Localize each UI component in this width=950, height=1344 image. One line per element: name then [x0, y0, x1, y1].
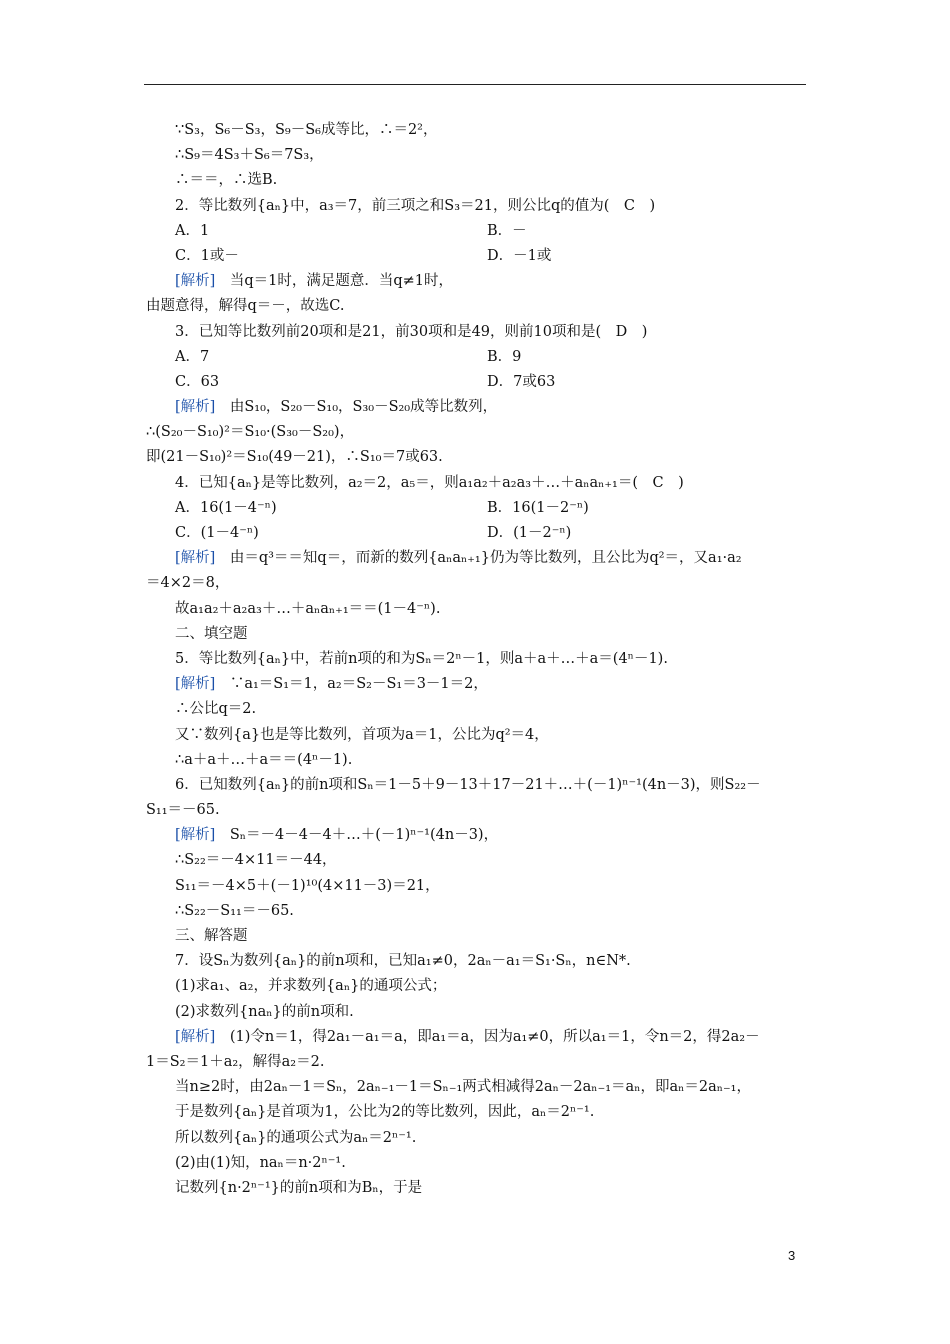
analysis-tag: [解析]	[175, 399, 216, 416]
question-7-part-1: (1)求a₁、a₂，并求数列{aₙ}的通项公式；	[175, 978, 447, 995]
solution-line: 当n≥2时，由2aₙ－1＝Sₙ，2aₙ₋₁－1＝Sₙ₋₁两式相减得2aₙ－2aₙ₋₁＝aₙ，即aₙ＝2aₙ₋₁，	[175, 1079, 751, 1096]
solution-line: (2)由(1)知，naₙ＝n·2ⁿ⁻¹.	[175, 1154, 346, 1171]
question-4: 4．已知{aₙ}是等比数列，a₂＝2，a₅＝，则a₁a₂＋a₂a₃＋…＋aₙaₙ₊₁＝( C )	[175, 474, 684, 491]
solution-line: ∴(S₂₀－S₁₀)²＝S₁₀·(S₃₀－S₂₀)，	[146, 424, 355, 441]
header-rule	[144, 84, 806, 85]
text-line: ∴＝＝，∴选B.	[175, 172, 278, 189]
text-line: ∴S₉＝4S₃＋S₆＝7S₃，	[175, 147, 324, 164]
question-5: 5．等比数列{aₙ}中，若前n项的和为Sₙ＝2ⁿ－1，则a＋a＋…＋a＝(4ⁿ－1).	[175, 650, 668, 667]
options-row	[146, 219, 810, 244]
options-row	[146, 244, 810, 269]
analysis-tag: [解析]	[175, 1028, 216, 1045]
analysis-tag: [解析]	[175, 550, 216, 567]
option-d: D．7或63	[487, 373, 556, 390]
solution-line: 即(21－S₁₀)²＝S₁₀(49－21)，∴S₁₀＝7或63.	[146, 449, 443, 466]
question-2: 2．等比数列{aₙ}中，a₃＝7，前三项之和S₃＝21，则公比q的值为( C )	[175, 197, 656, 214]
solution-line	[146, 269, 810, 294]
options-row	[146, 345, 810, 370]
option-a: A．16(1－4⁻ⁿ)	[175, 499, 277, 516]
options-row	[146, 521, 810, 546]
option-a: A．1	[175, 222, 210, 239]
solution-line: ＝4×2＝8，	[146, 575, 230, 592]
solution-text: 当q＝1时，满足题意．当q≠1时，	[215, 273, 453, 290]
solution-line	[146, 823, 810, 848]
solution-line: 1＝S₂＝1＋a₂，解得a₂＝2.	[146, 1053, 325, 1070]
solution-line: 记数列{n·2ⁿ⁻¹}的前n项和为Bₙ，于是	[175, 1179, 423, 1196]
document-body	[146, 118, 810, 1201]
solution-line: ∴a＋a＋…＋a＝＝(4ⁿ－1).	[175, 751, 353, 768]
page-number: 3	[788, 1248, 796, 1263]
solution-line	[146, 395, 810, 420]
question-6: 6．已知数列{aₙ}的前n项和Sₙ＝1－5＋9－13＋17－21＋…＋(－1)ⁿ⁻¹(4n－3)，则S₂₂－	[175, 776, 761, 793]
options-row	[146, 370, 810, 395]
analysis-tag: [解析]	[175, 676, 216, 693]
solution-line: 故a₁a₂＋a₂a₃＋…＋aₙaₙ₊₁＝＝(1－4⁻ⁿ).	[175, 600, 441, 617]
question-3: 3．已知等比数列前20项和是21，前30项和是49，则前10项和是( D )	[175, 323, 648, 340]
question-7: 7．设Sₙ为数列{aₙ}的前n项和，已知a₁≠0，2aₙ－a₁＝S₁·Sₙ，n∈N*.	[175, 953, 631, 970]
options-row	[146, 496, 810, 521]
solution-line: ∴S₂₂＝－4×11＝－44，	[175, 852, 337, 869]
question-7-part-2: (2)求数列{naₙ}的前n项和.	[175, 1003, 354, 1020]
solution-line: ∴公比q＝2.	[175, 701, 257, 718]
option-d: D．(1－2⁻ⁿ)	[487, 525, 572, 541]
option-a: A．7	[175, 348, 210, 365]
solution-line: 由题意得，解得q＝－，故选C.	[146, 298, 345, 315]
solution-line: 又∵数列{a}也是等比数列，首项为a＝1，公比为q²＝4，	[175, 726, 549, 743]
question-6-cont: S₁₁＝－65.	[146, 802, 220, 819]
analysis-tag: [解析]	[175, 273, 216, 290]
solution-line	[146, 672, 810, 697]
option-d: D．－1或	[487, 247, 552, 264]
analysis-tag: [解析]	[175, 827, 216, 844]
section-heading: 三、解答题	[175, 928, 248, 944]
text-line: ∵S₃，S₆－S₃，S₉－S₆成等比，∴＝2²，	[175, 122, 438, 138]
option-b: B．－	[487, 222, 527, 239]
solution-line	[146, 546, 810, 571]
solution-line: ∴S₂₂－S₁₁＝－65.	[175, 902, 294, 919]
solution-text: (1)令n＝1，得2a₁－a₁＝a，即a₁＝a，因为a₁≠0，所以a₁＝1，令n＝2，得2a₂－	[215, 1028, 760, 1045]
solution-line	[146, 1025, 810, 1050]
solution-text: 由S₁₀，S₂₀－S₁₀，S₃₀－S₂₀成等比数列，	[215, 399, 498, 416]
option-c: C．63	[175, 373, 220, 390]
option-b: B．16(1－2⁻ⁿ)	[487, 499, 589, 516]
option-c: C．1或－	[175, 247, 239, 264]
solution-line: S₁₁＝－4×5＋(－1)¹⁰(4×11－3)＝21，	[175, 877, 440, 894]
section-heading: 二、填空题	[175, 625, 248, 642]
option-b: B．9	[487, 348, 522, 365]
solution-line: 所以数列{aₙ}的通项公式为aₙ＝2ⁿ⁻¹.	[175, 1129, 417, 1146]
solution-line: 于是数列{aₙ}是首项为1，公比为2的等比数列，因此，aₙ＝2ⁿ⁻¹.	[175, 1104, 595, 1121]
solution-text: ∵a₁＝S₁＝1，a₂＝S₂－S₁＝3－1＝2，	[215, 676, 488, 693]
solution-text: Sₙ＝－4－4－4＋…＋(－1)ⁿ⁻¹(4n－3)，	[215, 827, 499, 844]
option-c: C．(1－4⁻ⁿ)	[175, 525, 259, 541]
solution-text: 由＝q³＝＝知q＝，而新的数列{aₙaₙ₊₁}仍为等比数列，且公比为q²＝，又a₁·a₂	[215, 550, 742, 567]
